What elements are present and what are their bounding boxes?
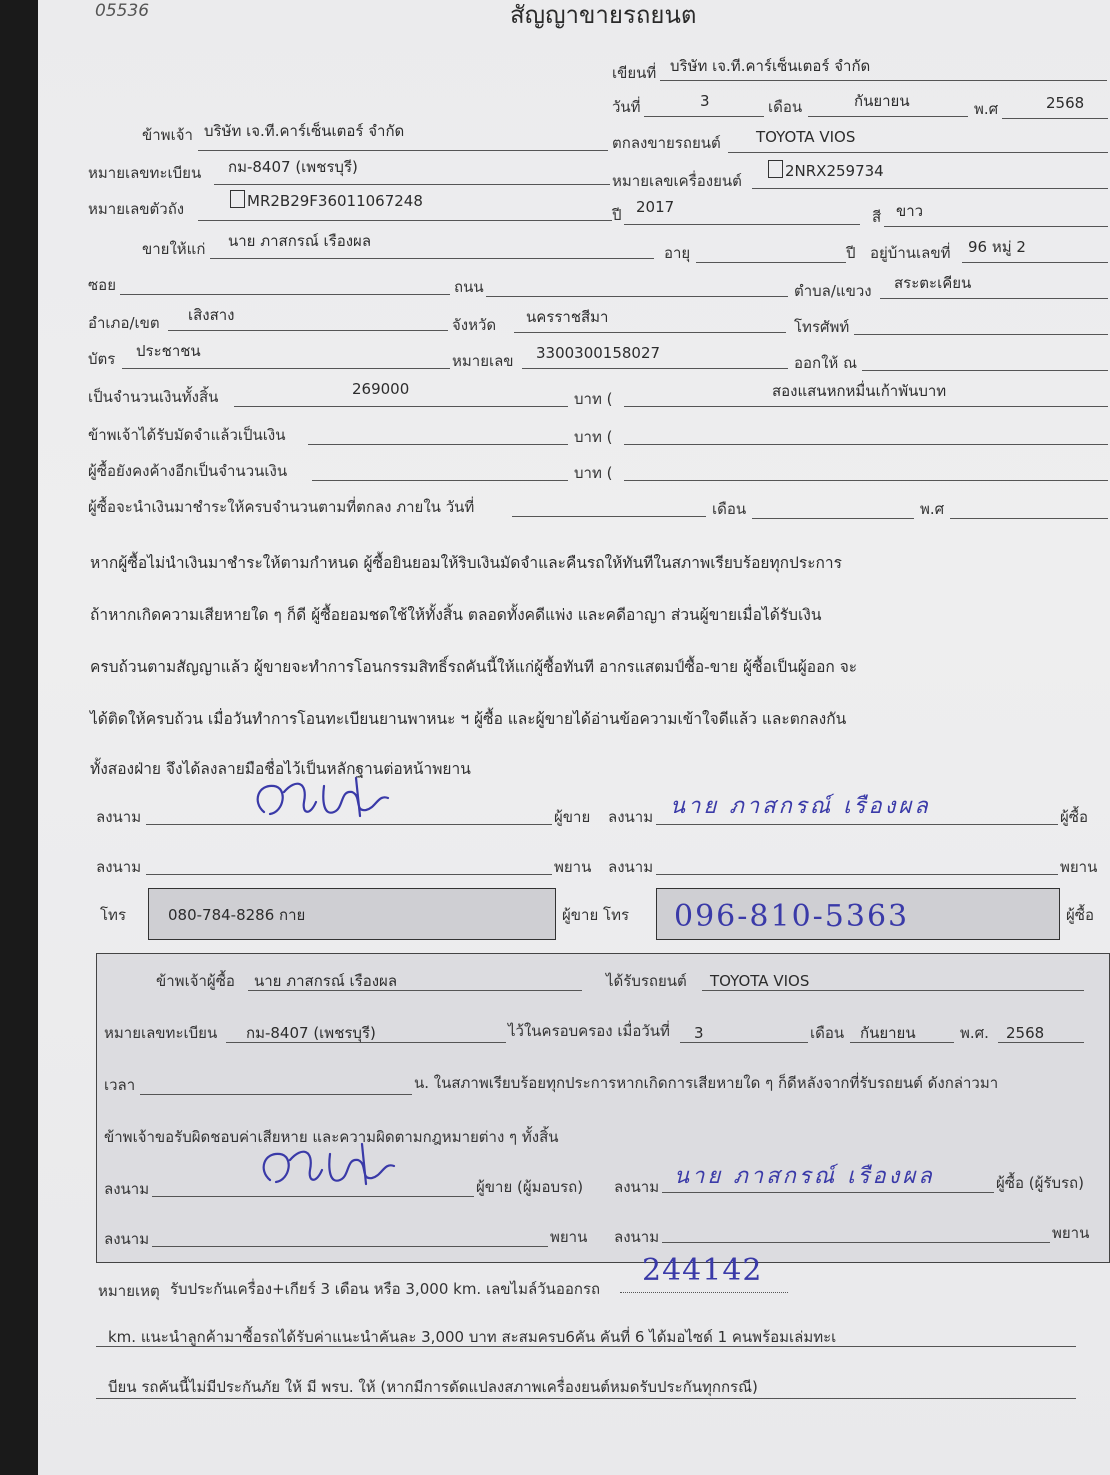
witness-role-2: พยาน (1060, 858, 1098, 876)
chassis-number: MR2B29F36011067248 (247, 192, 423, 210)
color-label: สี (872, 208, 882, 226)
terms-line-3: ครบถ้วนตามสัญญาแล้ว ผู้ขายจะทำการโอนกรรมสิทธิ์รถคันนี้ให้แก่ผู้ซื้อทันที อากรแสตมป์ซื้อ-ขาย ผู้ซื้อเป็นผู้ออก จะ (90, 658, 858, 676)
road-line (486, 296, 788, 297)
year-model-line (624, 224, 860, 225)
receipt-month-label: เดือน (810, 1024, 845, 1042)
house-value: 96 หมู่ 2 (968, 238, 1026, 256)
agree-label: ตกลงขายรถยนต์ (612, 134, 721, 152)
buyer-phone-role: ผู้ซื้อ (1066, 906, 1094, 924)
terms-line-4: ได้ติดให้ครบถ้วน เมื่อวันทำการโอนทะเบียนยานพาหนะ ฯ ผู้ซื้อ และผู้ขายได้อ่านข้อความเข้าใจดีแล้ว และตกลงกัน (90, 710, 847, 728)
due-year-label: พ.ศ (920, 500, 945, 518)
province-line (514, 332, 786, 333)
seller-signature (244, 772, 404, 828)
seller-value: บริษัท เจ.ที.คาร์เซ็นเตอร์ จำกัด (204, 122, 405, 140)
plate-value: กม-8407 (เพชรบุรี) (228, 158, 358, 176)
receipt-buyer-sign-line (662, 1192, 994, 1193)
total-words: สองแสนหกหมื่นเก้าพันบาท (772, 382, 947, 400)
date-month-label: เดือน (768, 98, 803, 116)
plate-label: หมายเลขทะเบียน (88, 164, 202, 182)
receipt-buyer-role: ผู้ซื้อ (ผู้รับรถ) (996, 1174, 1084, 1192)
district-label: อำเภอ/เขต (88, 314, 160, 332)
receipt-plate-label: หมายเลขทะเบียน (104, 1024, 218, 1042)
seller-phone: 080-784-8286 กาย (168, 906, 306, 924)
total-line (234, 406, 568, 407)
seller-role: ผู้ขาย (554, 808, 591, 826)
due-label: ผู้ซื้อจะนำเงินมาชำระให้ครบจำนวนตามที่ตกลง ภายใน วันที่ (88, 498, 475, 516)
remain-baht: บาท ( (574, 464, 613, 482)
id-number-line (522, 368, 788, 369)
soi-line (120, 294, 450, 295)
phone-label: โทรศัพท์ (794, 318, 850, 336)
engine-number: 2NRX259734 (785, 162, 884, 180)
checkbox-icon (230, 190, 245, 208)
engine-label: หมายเลขเครื่องยนต์ (612, 172, 742, 190)
witness-sign-line-1 (146, 874, 552, 875)
age-year-unit: ปี (846, 244, 856, 262)
receipt-responsibility: ข้าพเจ้าขอรับผิดชอบค่าเสียหาย และความผิดตามกฎหมายต่าง ๆ ทั้งสิ้น (104, 1128, 559, 1146)
issued-line (862, 370, 1108, 371)
terms-line-2: ถ้าหากเกิดความเสียหายใด ๆ ก็ดี ผู้ซื้อยอมชดใช้ให้ทั้งสิ้น ตลอดทั้งคดีแพ่ง และคดีอาญา ส่วนผู้ขายเมื่อได้รับเงิน (90, 606, 822, 624)
remain-words-line (624, 480, 1108, 481)
receipt-year-label: พ.ศ. (960, 1024, 989, 1042)
deposit-label: ข้าพเจ้าได้รับมัดจำแล้วเป็นเงิน (88, 426, 286, 444)
witness-role-1: พยาน (554, 858, 592, 876)
receipt-month-line (850, 1042, 954, 1043)
color-line (884, 226, 1108, 227)
receipt-buyer-signature: นาย ภาสกรณ์ เรืองผล (674, 1164, 935, 1189)
buyer-value: นาย ภาสกรณ์ เรืองผล (228, 232, 372, 250)
receipt-seller-sign-label: ลงนาม (104, 1180, 150, 1198)
page-title: สัญญาขายรถยนต (510, 1, 697, 29)
deposit-baht: บาท ( (574, 428, 613, 446)
house-line (962, 262, 1108, 263)
buyer-line (210, 258, 654, 259)
remarks-line-3: บียน รถคันนี้ไม่มีประกันภัย ให้ มี พรบ. ให้ (หากมีการดัดแปลงสภาพเครื่องยนต์หมดรับประกันทุกกรณี) (108, 1378, 758, 1396)
receipt-buyer: นาย ภาสกรณ์ เรืองผล (254, 972, 398, 990)
receipt-seller-signature (250, 1140, 410, 1196)
subdistrict-value: สระตะเคียน (894, 274, 972, 292)
date-year-label: พ.ศ (974, 100, 999, 118)
buyer-phone-label: ผู้ขาย โทร (562, 906, 630, 924)
receipt-year: 2568 (1006, 1024, 1045, 1042)
date-month: กันยายน (854, 92, 910, 110)
receipt-possession-label: ไว้ในครอบครอง เมื่อวันที่ (508, 1022, 670, 1040)
receipt-buyer-sign-label: ลงนาม (614, 1178, 660, 1196)
total-baht: บาท ( (574, 390, 613, 408)
id-number-label: หมายเลข (452, 352, 514, 370)
plate-line (214, 184, 610, 185)
remain-line (312, 480, 568, 481)
buyer-label: ขายให้แก่ (142, 240, 206, 258)
buyer-signature: นาย ภาสกรณ์ เรืองผล (670, 794, 931, 819)
receipt-day: 3 (694, 1024, 704, 1042)
checkbox-icon (768, 160, 783, 178)
year-model-label: ปี (612, 206, 622, 224)
date-year: 2568 (1046, 94, 1085, 112)
buyer-sign-label: ลงนาม (608, 808, 654, 826)
province-value: นครราชสีมา (526, 308, 609, 326)
receipt-seller-sign-line (152, 1196, 474, 1197)
subdistrict-line (880, 298, 1108, 299)
due-day-line (512, 516, 706, 517)
witness-sign-label-2: ลงนาม (608, 858, 654, 876)
due-month-line (752, 518, 914, 519)
written-at-value: บริษัท เจ.ที.คาร์เซ็นเตอร์ จำกัด (670, 57, 871, 75)
year-model-value: 2017 (636, 198, 675, 216)
receipt-buyer-line (248, 990, 582, 991)
chassis-line (198, 220, 612, 221)
seller-phone-label: โทร (100, 906, 127, 924)
buyer-role: ผู้ซื้อ (1060, 808, 1088, 826)
receipt-witness-sign-label-2: ลงนาม (614, 1228, 660, 1246)
district-value: เสิงสาง (188, 306, 235, 324)
receipt-seller-role: ผู้ขาย (ผู้มอบรถ) (476, 1178, 584, 1196)
total-label: เป็นจำนวนเงินทั้งสิ้น (88, 388, 219, 406)
chassis-label: หมายเลขตัวถัง (88, 200, 185, 218)
remarks-label: หมายเหตุ (98, 1282, 160, 1300)
province-label: จังหวัด (452, 316, 497, 334)
card-value: ประชาชน (136, 342, 201, 360)
date-day: 3 (700, 92, 710, 110)
date-month-line (808, 116, 968, 117)
receipt-box (96, 953, 1110, 1263)
remarks-line-2: km. แนะนำลูกค้ามาซื้อรถได้รับค่าแนะนำคันละ 3,000 บาท สะสมครบ6คัน คันที่ 6 ได้มอไซด์ 1 คนพร้อมเล่มทะเ (108, 1328, 837, 1346)
receipt-buyer-label: ข้าพเจ้าผู้ซื้อ (156, 972, 235, 990)
house-label: อยู่บ้านเลขที่ (870, 244, 951, 262)
receipt-received-label: ได้รับรถยนต์ (606, 972, 687, 990)
age-label: อายุ (664, 244, 691, 262)
total-words-line (624, 406, 1108, 407)
seller-line (198, 150, 608, 151)
witness-sign-line-2 (656, 874, 1058, 875)
remarks-line-1: รับประกันเครื่อง+เกียร์ 3 เดือน หรือ 3,000 km. เลขไมล์วันออกรถ (170, 1280, 601, 1298)
seller-sign-label: ลงนาม (96, 808, 142, 826)
witness-sign-label-1: ลงนาม (96, 858, 142, 876)
engine-value (768, 160, 884, 180)
receipt-plate: กม-8407 (เพชรบุรี) (246, 1024, 376, 1042)
receipt-car-line (702, 990, 1084, 991)
receipt-plate-line (226, 1042, 506, 1043)
road-label: ถนน (454, 278, 484, 296)
deposit-words-line (624, 444, 1108, 445)
buyer-phone: 096-810-5363 (674, 899, 910, 934)
receipt-condition: น. ในสภาพเรียบร้อยทุกประการหากเกิดการเสียหายใด ๆ ก็ดีหลังจากที่รับรถยนต์ ดังกล่าวมา (414, 1074, 999, 1092)
phone-line (854, 334, 1108, 335)
due-year-line (950, 518, 1108, 519)
receipt-month: กันยายน (860, 1024, 916, 1042)
receipt-car: TOYOTA VIOS (710, 972, 810, 990)
date-day-label: วันที่ (612, 98, 641, 116)
written-at-label: เขียนที่ (612, 64, 657, 82)
receipt-witness-role-1: พยาน (550, 1228, 588, 1246)
id-number-value: 3300300158027 (536, 344, 661, 362)
terms-line-5: ทั้งสองฝ่าย จึงได้ลงลายมือชื่อไว้เป็นหลักฐานต่อหน้าพยาน (90, 760, 471, 778)
mileage-value: 244142 (642, 1253, 763, 1288)
card-line (122, 368, 450, 369)
receipt-time-line (140, 1094, 412, 1095)
remarks-underline-3 (96, 1398, 1076, 1399)
soi-label: ซอย (88, 276, 116, 294)
seller-label: ข้าพเจ้า (142, 126, 193, 144)
color-value: ขาว (896, 202, 924, 220)
engine-line (752, 188, 1108, 189)
deposit-line (308, 444, 568, 445)
receipt-year-line (998, 1042, 1084, 1043)
buyer-sign-line (656, 824, 1058, 825)
agree-line (728, 152, 1108, 153)
mileage-line (620, 1292, 788, 1293)
chassis-value (230, 190, 423, 210)
date-day-line (644, 116, 764, 117)
district-line (168, 330, 448, 331)
age-line (696, 262, 846, 263)
receipt-witness-role-2: พยาน (1052, 1224, 1090, 1242)
receipt-day-line (680, 1042, 808, 1043)
receipt-witness-line-1 (152, 1246, 548, 1247)
total-value: 269000 (352, 380, 410, 398)
doc-number: 05536 (95, 1, 150, 21)
issued-label: ออกให้ ณ (794, 354, 857, 372)
card-label: บัตร (88, 350, 116, 368)
due-month-label: เดือน (712, 500, 747, 518)
car-model: TOYOTA VIOS (756, 128, 856, 146)
remain-label: ผู้ซื้อยังคงค้างอีกเป็นจำนวนเงิน (88, 462, 288, 480)
written-at-line (660, 80, 1107, 81)
terms-line-1: หากผู้ซื้อไม่นำเงินมาชำระให้ตามกำหนด ผู้ซื้อยินยอมให้ริบเงินมัดจำและคืนรถให้ทันทีในสภาพเรียบร้อยทุกประการ (90, 554, 842, 572)
receipt-time-label: เวลา (104, 1076, 136, 1094)
subdistrict-label: ตำบล/แขวง (794, 282, 872, 300)
remarks-underline-2 (96, 1346, 1076, 1347)
receipt-witness-sign-label-1: ลงนาม (104, 1230, 150, 1248)
date-year-line (1002, 118, 1108, 119)
receipt-witness-line-2 (662, 1242, 1050, 1243)
